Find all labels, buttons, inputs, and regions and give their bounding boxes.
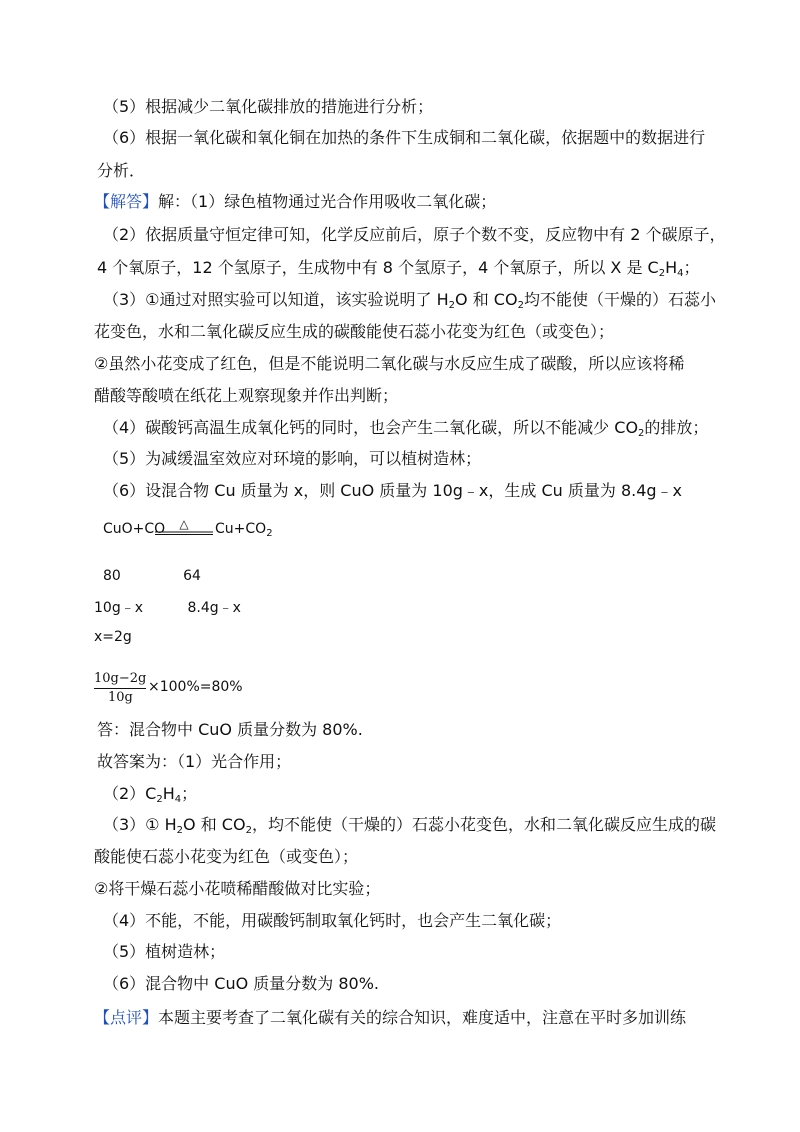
fraction-result: ×100%=80% <box>148 679 243 695</box>
solution-part-3-cont: 花变色，水和二氧化碳反应生成的碳酸能使石蕊小花变为红色（或变色）； <box>94 322 615 341</box>
text-fragment: 4 个氧原子，12 个氢原子，生成物中有 8 个氢原子，4 个氧原子，所以 X 是 C <box>97 258 659 277</box>
text-fragment: H <box>162 784 175 803</box>
solution-part-1: 解：（1）绿色植物通过光合作用吸收二氧化碳； <box>158 192 497 211</box>
text-fragment: Cu+CO <box>215 521 267 537</box>
analysis-line-5: （5）根据减少二氧化碳排放的措施进行分析； <box>103 97 434 116</box>
subscript: 2 <box>638 428 645 439</box>
subscript: 2 <box>245 825 252 836</box>
subscript: 2 <box>658 268 666 279</box>
final-answer-5: （5）植树造林； <box>103 942 226 961</box>
solution-part-4 <box>103 418 708 444</box>
solution-tag: 【解答】 <box>94 192 159 211</box>
subscript: 4 <box>677 268 684 279</box>
subscript: 2 <box>266 528 273 539</box>
text-fragment: ，均不能使（干燥的）石蕊小花变色，水和二氧化碳反应生成的碳 <box>251 815 716 834</box>
text-fragment: O 和 CO <box>455 290 518 309</box>
final-answer-3 <box>103 815 716 841</box>
heat-condition-symbol: △ <box>179 518 189 531</box>
text-fragment: ； <box>683 258 700 277</box>
answer-conclusion: 答：混合物中 CuO 质量分数为 80%. <box>97 720 363 739</box>
reaction-heating-arrow <box>155 518 213 538</box>
review-text: 本题主要考查了二氧化碳有关的综合知识，难度适中，注意在平时多加训练 <box>158 1008 687 1027</box>
text-fragment: （3）① H <box>103 815 177 834</box>
final-answer-2 <box>103 784 197 810</box>
subscript: 2 <box>448 300 456 311</box>
subscript: 2 <box>156 794 163 805</box>
text-fragment: 均不能使（干燥的）石蕊小 <box>523 290 716 309</box>
mass-ratio-row: 10g﹣x 8.4g﹣x <box>94 600 241 616</box>
text-fragment: （2）C <box>103 784 157 803</box>
solution-part-3 <box>103 290 716 316</box>
solution-x-value: x=2g <box>94 629 132 645</box>
final-answer-6: （6）混合物中 CuO 质量分数为 80%. <box>103 974 379 993</box>
solution-part-6: （6）设混合物 Cu 质量为 x，则 CuO 质量为 10g﹣x，生成 Cu 质量为 8.4g﹣x <box>103 481 683 500</box>
text-fragment: ； <box>181 784 198 803</box>
final-answer-3-note: ②将干燥石蕊小花喷稀醋酸做对比实验； <box>94 879 381 898</box>
text-fragment: （4）碳酸钙高温生成氧化钙的同时，也会产生二氧化碳，所以不能减少 CO <box>103 418 639 437</box>
solution-header-line <box>94 192 496 212</box>
review-line <box>94 1008 686 1028</box>
text-fragment: H <box>665 258 678 277</box>
fraction-bar <box>94 688 146 689</box>
final-answer-4: （4）不能，不能，用碳酸钙制取氧化钙时，也会产生二氧化碳； <box>103 911 562 930</box>
solution-part-5: （5）为减缓温室效应对环境的影响，可以植树造林； <box>103 449 482 468</box>
analysis-line-6-cont: 分析． <box>97 161 146 180</box>
fraction-denominator: 10g <box>108 690 133 705</box>
solution-part-3-note: ②虽然小花变成了红色，但是不能说明二氧化碳与水反应生成了碳酸，所以应该将稀 <box>94 354 685 373</box>
solution-part-3-note-cont: 醋酸等酸喷在纸花上观察现象并作出判断； <box>94 386 399 405</box>
equation-products <box>215 521 273 539</box>
final-answer-3-cont: 酸能使石蕊小花变为红色（或变色）； <box>94 847 359 866</box>
fraction-numerator: 10g−2g <box>94 671 147 686</box>
equation-reactants: CuO+CO <box>103 521 166 537</box>
subscript: 2 <box>176 825 184 836</box>
text-fragment: 的排放； <box>644 418 709 437</box>
molar-mass-row: 80 64 <box>103 568 201 584</box>
text-fragment: （3）①通过对照实验可以知道，该实验说明了 H <box>103 290 449 309</box>
final-answer-1: 故答案为：（1）光合作用； <box>97 752 292 771</box>
solution-part-2-cont <box>97 258 700 284</box>
subscript: 4 <box>174 794 182 805</box>
subscript: 2 <box>517 300 524 311</box>
analysis-line-6: （6）根据一氧化碳和氧化铜在加热的条件下生成铜和二氧化碳，依据题中的数据进行 <box>103 128 706 147</box>
review-tag: 【点评】 <box>94 1008 159 1027</box>
solution-part-2: （2）依据质量守恒定律可知，化学反应前后，原子个数不变，反应物中有 2 个碳原子， <box>103 225 726 244</box>
text-fragment: O 和 CO <box>183 815 246 834</box>
